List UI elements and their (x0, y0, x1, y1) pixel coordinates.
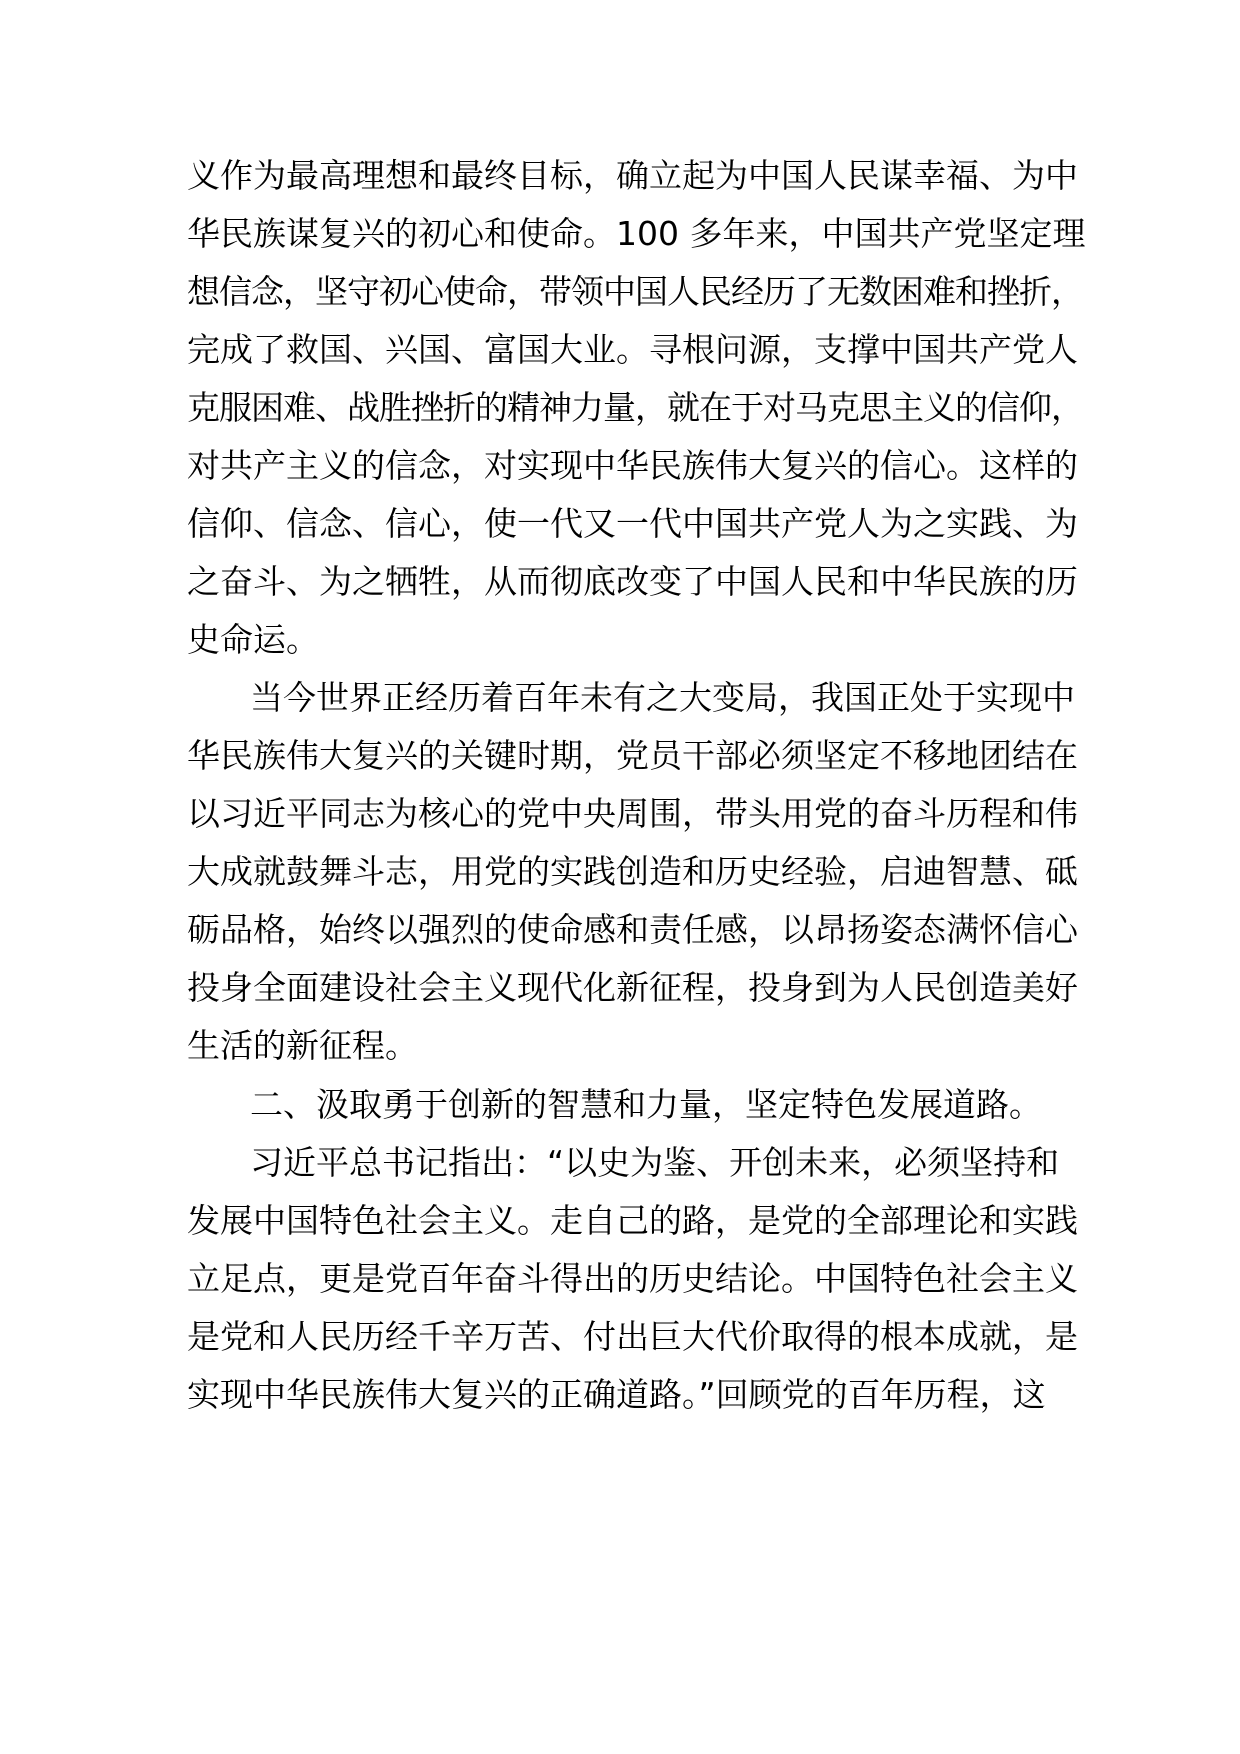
text-line: 投身全面建设社会主义现代化新征程，投身到为人民创造美好 (187, 968, 1078, 1007)
text-line: 砺品格，始终以强烈的使命感和责任感，以昂扬姿态满怀信心 (187, 910, 1078, 949)
text-line: 立足点，更是党百年奋斗得出的历史结论。中国特色社会主义 (187, 1259, 1078, 1298)
text-line: 当今世界正经历着百年未有之大变局，我国正处于实现中 (250, 678, 1075, 717)
text-line: 信仰、信念、信心，使一代又一代中国共产党人为之实践、为 (187, 504, 1078, 543)
text-line: 发展中国特色社会主义。走自己的路，是党的全部理论和实践 (187, 1201, 1078, 1240)
text-line: 大成就鼓舞斗志，用党的实践创造和历史经验，启迪智慧、砥 (187, 852, 1078, 891)
text-line: 史命运。 (187, 620, 319, 659)
text-line: 生活的新征程。 (187, 1026, 418, 1065)
text-line: 对共产主义的信念，对实现中华民族伟大复兴的信心。这样的 (187, 446, 1078, 485)
text-line: 之奋斗、为之牺牲，从而彻底改变了中国人民和中华民族的历 (187, 562, 1078, 601)
text-line: 完成了救国、兴国、富国大业。寻根问源，支撑中国共产党人 (187, 330, 1078, 369)
text-line: 以习近平同志为核心的党中央周围，带头用党的奋斗历程和伟 (187, 794, 1078, 833)
text-line: 义作为最高理想和最终目标，确立起为中国人民谋幸福、为中 (187, 156, 1078, 195)
text-line: 习近平总书记指出：“以史为鉴、开创未来，必须坚持和 (250, 1143, 1060, 1182)
section-heading: 二、汲取勇于创新的智慧和力量，坚定特色发展道路。 (250, 1085, 1042, 1124)
text-line: 是党和人民历经千辛万苦、付出巨大代价取得的根本成就，是 (187, 1317, 1078, 1356)
text-line: 实现中华民族伟大复兴的正确道路。”回顾党的百年历程，这 (187, 1375, 1046, 1414)
text-line: 华民族谋复兴的初心和使命。100 多年来，中国共产党坚定理 (187, 214, 1086, 253)
text-line: 克服困难、战胜挫折的精神力量，就在于对马克思主义的信仰， (187, 388, 1083, 427)
text-line: 华民族伟大复兴的关键时期，党员干部必须坚定不移地团结在 (187, 736, 1078, 775)
text-line: 想信念，坚守初心使命，带领中国人民经历了无数困难和挫折， (187, 272, 1083, 311)
